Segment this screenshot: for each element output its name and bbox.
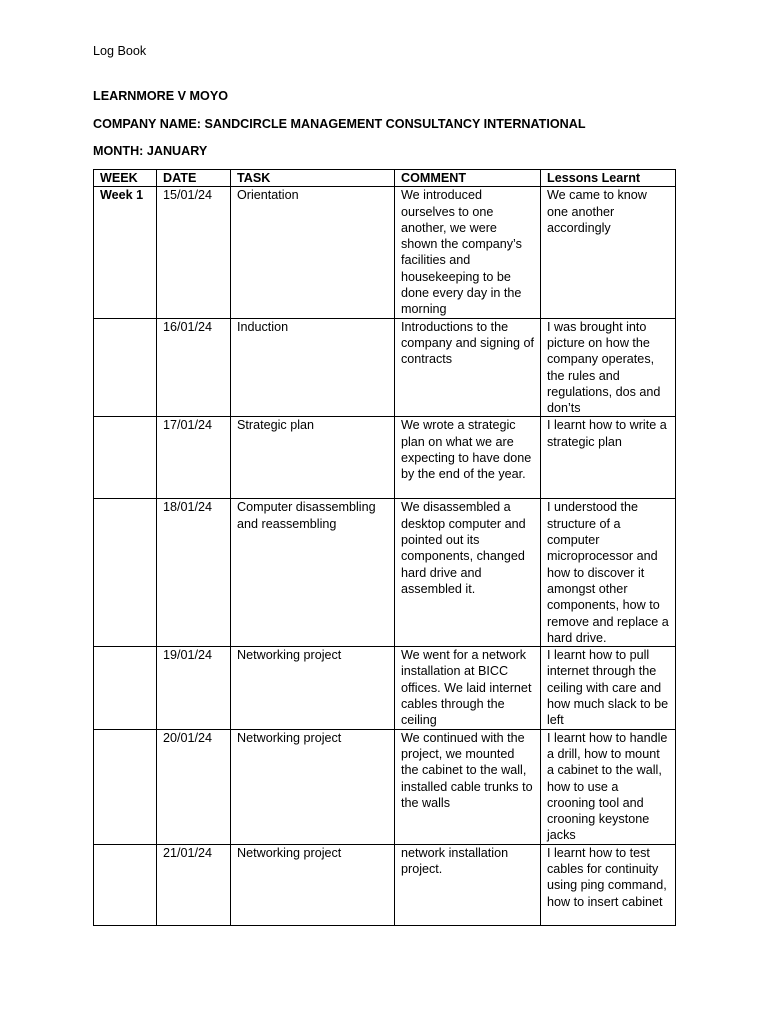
table-row bbox=[94, 729, 676, 844]
student-name: LEARNMORE V MOYO bbox=[93, 89, 229, 103]
cell-date: 15/01/24 bbox=[157, 187, 231, 318]
table-row bbox=[94, 187, 676, 318]
document-title: Log Book bbox=[93, 44, 147, 58]
log-table bbox=[93, 169, 676, 926]
cell-date: 20/01/24 bbox=[157, 729, 231, 844]
header-lessons: Lessons Learnt bbox=[541, 170, 676, 187]
cell-lessons: I learnt how to pull internet through the ceiling with care and how much slack to be left bbox=[541, 647, 676, 729]
header-week: WEEK bbox=[94, 170, 157, 187]
cell-task: Induction bbox=[231, 318, 395, 417]
table-row bbox=[94, 499, 676, 647]
cell-task: Networking project bbox=[231, 844, 395, 925]
table-row bbox=[94, 844, 676, 925]
month-label: MONTH: JANUARY bbox=[93, 144, 208, 158]
table-row bbox=[94, 417, 676, 499]
cell-week bbox=[94, 844, 157, 925]
company-name: COMPANY NAME: SANDCIRCLE MANAGEMENT CONSULTANCY INTERNATIONAL bbox=[93, 117, 586, 131]
header-comment: COMMENT bbox=[395, 170, 541, 187]
table-header-row bbox=[94, 170, 676, 187]
cell-date: 17/01/24 bbox=[157, 417, 231, 499]
cell-date: 19/01/24 bbox=[157, 647, 231, 729]
cell-week bbox=[94, 499, 157, 647]
cell-lessons: We came to know one another accordingly bbox=[541, 187, 676, 318]
table-row bbox=[94, 647, 676, 729]
cell-task: Networking project bbox=[231, 729, 395, 844]
cell-lessons: I learnt how to handle a drill, how to mount a cabinet to the wall, how to use a crooning tool and crooning keystone jacks bbox=[541, 729, 676, 844]
cell-comment: We introduced ourselves to one another, we were shown the company’s facilities and housekeeping to be done every day in the morning bbox=[395, 187, 541, 318]
cell-date: 21/01/24 bbox=[157, 844, 231, 925]
header-task: TASK bbox=[231, 170, 395, 187]
cell-date: 16/01/24 bbox=[157, 318, 231, 417]
header-date: DATE bbox=[157, 170, 231, 187]
cell-comment: We continued with the project, we mounted the cabinet to the wall, installed cable trunks to the walls bbox=[395, 729, 541, 844]
cell-comment: Introductions to the company and signing of contracts bbox=[395, 318, 541, 417]
cell-lessons: I was brought into picture on how the company operates, the rules and regulations, dos and don’ts bbox=[541, 318, 676, 417]
cell-lessons: I learnt how to write a strategic plan bbox=[541, 417, 676, 499]
cell-comment: We went for a network installation at BICC offices. We laid internet cables through the ceiling bbox=[395, 647, 541, 729]
cell-comment: We disassembled a desktop computer and pointed out its components, changed hard drive and assembled it. bbox=[395, 499, 541, 647]
cell-week: Week 1 bbox=[94, 187, 157, 318]
cell-task: Orientation bbox=[231, 187, 395, 318]
cell-lessons: I understood the structure of a computer microprocessor and how to discover it amongst other components, how to remove and replace a hard drive. bbox=[541, 499, 676, 647]
cell-week bbox=[94, 729, 157, 844]
cell-task: Strategic plan bbox=[231, 417, 395, 499]
cell-week bbox=[94, 647, 157, 729]
table-row bbox=[94, 318, 676, 417]
cell-week bbox=[94, 318, 157, 417]
cell-task: Networking project bbox=[231, 647, 395, 729]
cell-lessons: I learnt how to test cables for continuity using ping command, how to insert cabinet bbox=[541, 844, 676, 925]
cell-comment: We wrote a strategic plan on what we are expecting to have done by the end of the year. bbox=[395, 417, 541, 499]
cell-week bbox=[94, 417, 157, 499]
cell-date: 18/01/24 bbox=[157, 499, 231, 647]
cell-task: Computer disassembling and reassembling bbox=[231, 499, 395, 647]
cell-comment: network installation project. bbox=[395, 844, 541, 925]
